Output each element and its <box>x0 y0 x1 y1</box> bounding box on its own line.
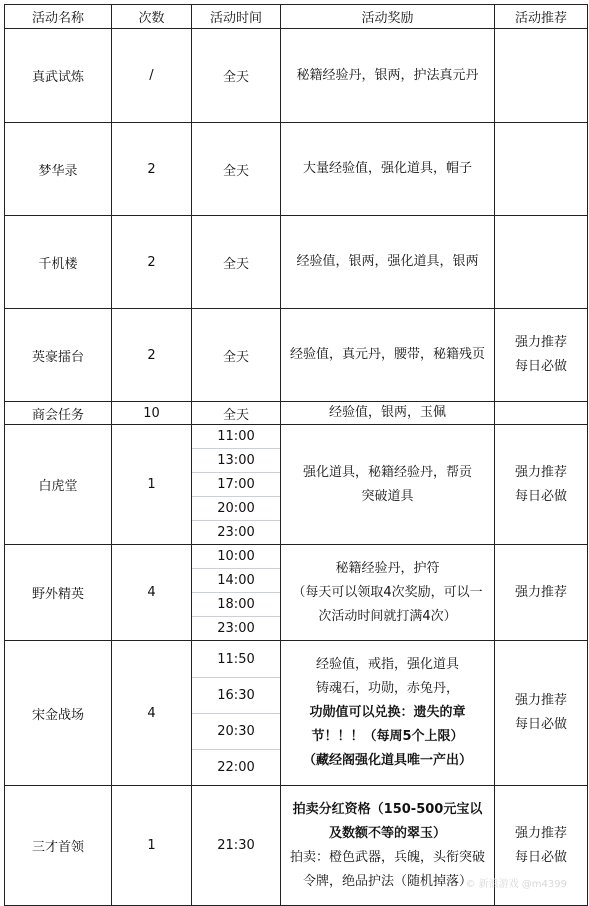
activity-time: 全天 <box>192 309 281 402</box>
activity-recommend <box>495 216 588 309</box>
activity-count: 2 <box>112 309 192 402</box>
time-slot: 11:50 <box>192 642 280 678</box>
time-slot: 13:00 <box>192 449 280 473</box>
activity-time: 全天 <box>192 29 281 123</box>
time-slot: 17:00 <box>192 473 280 497</box>
table-row <box>5 545 588 641</box>
activity-recommend <box>495 402 588 425</box>
activity-reward: 经验值，银两，强化道具，银两 <box>281 216 495 309</box>
activity-recommend: 强力推荐 <box>495 545 588 641</box>
time-slot: 11:00 <box>192 425 280 449</box>
table-row <box>5 123 588 216</box>
activity-time: 全天 <box>192 402 281 425</box>
time-slot: 16:30 <box>192 678 280 714</box>
activity-reward: 经验值，戒指，强化道具 铸魂石，功勋，赤兔丹， 功勋值可以兑换：遗失的章 节！！！（每周5个上限） （藏经阁强化道具唯一产出） <box>281 641 495 786</box>
activity-recommend <box>495 123 588 216</box>
activity-count: 2 <box>112 123 192 216</box>
activity-times <box>192 425 281 545</box>
activity-name: 商会任务 <box>5 402 112 425</box>
activity-count: 4 <box>112 545 192 641</box>
activity-name: 宋金战场 <box>5 641 112 786</box>
table-row <box>5 425 588 545</box>
activity-count: 1 <box>112 786 192 906</box>
table-row <box>5 402 588 425</box>
header-reward: 活动奖励 <box>281 5 495 29</box>
time-slot: 14:00 <box>192 569 280 593</box>
header-count: 次数 <box>112 5 192 29</box>
activity-count: / <box>112 29 192 123</box>
activity-times <box>192 545 281 641</box>
activity-name: 真武试炼 <box>5 29 112 123</box>
activity-name: 梦华录 <box>5 123 112 216</box>
table-row <box>5 216 588 309</box>
activity-reward: 经验值，银两，玉佩 <box>281 402 495 425</box>
activity-table <box>4 4 588 906</box>
time-slot: 18:00 <box>192 593 280 617</box>
table-row <box>5 309 588 402</box>
table-row <box>5 641 588 786</box>
header-row <box>5 5 588 29</box>
activity-count: 4 <box>112 641 192 786</box>
activity-time: 全天 <box>192 123 281 216</box>
activity-times <box>192 641 281 786</box>
activity-name: 三才首领 <box>5 786 112 906</box>
activity-reward: 强化道具，秘籍经验丹，帮贡 突破道具 <box>281 425 495 545</box>
activity-recommend: 强力推荐 每日必做 <box>495 425 588 545</box>
time-slot: 23:00 <box>217 621 255 636</box>
activity-reward: 拍卖分红资格（150-500元宝以 及数额不等的翠玉） 拍卖：橙色武器，兵魄，头衔突破 令牌，绝品护法（随机掉落） <box>281 786 495 906</box>
time-slot: 20:00 <box>192 497 280 521</box>
activity-name: 野外精英 <box>5 545 112 641</box>
time-slot: 10:00 <box>192 545 280 569</box>
time-slot: 20:30 <box>192 714 280 750</box>
activity-name: 英豪擂台 <box>5 309 112 402</box>
watermark: © 新浪游戏 @m4399 <box>465 879 567 890</box>
activity-name: 白虎堂 <box>5 425 112 545</box>
activity-time: 21:30 <box>192 786 281 906</box>
activity-recommend: 强力推荐 每日必做 <box>495 641 588 786</box>
activity-name: 千机楼 <box>5 216 112 309</box>
activity-reward: 大量经验值，强化道具，帽子 <box>281 123 495 216</box>
activity-recommend <box>495 29 588 123</box>
activity-reward: 秘籍经验丹，护符 （每天可以领取4次奖励，可以一 次活动时间就打满4次） <box>281 545 495 641</box>
activity-reward: 秘籍经验丹，银两，护法真元丹 <box>281 29 495 123</box>
activity-recommend: 强力推荐 每日必做 <box>495 309 588 402</box>
activity-count: 10 <box>112 402 192 425</box>
header-name: 活动名称 <box>5 5 112 29</box>
table-row <box>5 29 588 123</box>
header-recommend: 活动推荐 <box>495 5 588 29</box>
activity-reward: 经验值，真元丹，腰带，秘籍残页 <box>281 309 495 402</box>
header-time: 活动时间 <box>192 5 281 29</box>
activity-recommend: 强力推荐 每日必做 <box>495 786 588 906</box>
activity-count: 1 <box>112 425 192 545</box>
time-slot: 23:00 <box>217 525 255 540</box>
activity-count: 2 <box>112 216 192 309</box>
activity-time: 全天 <box>192 216 281 309</box>
time-slot: 22:00 <box>217 759 255 775</box>
